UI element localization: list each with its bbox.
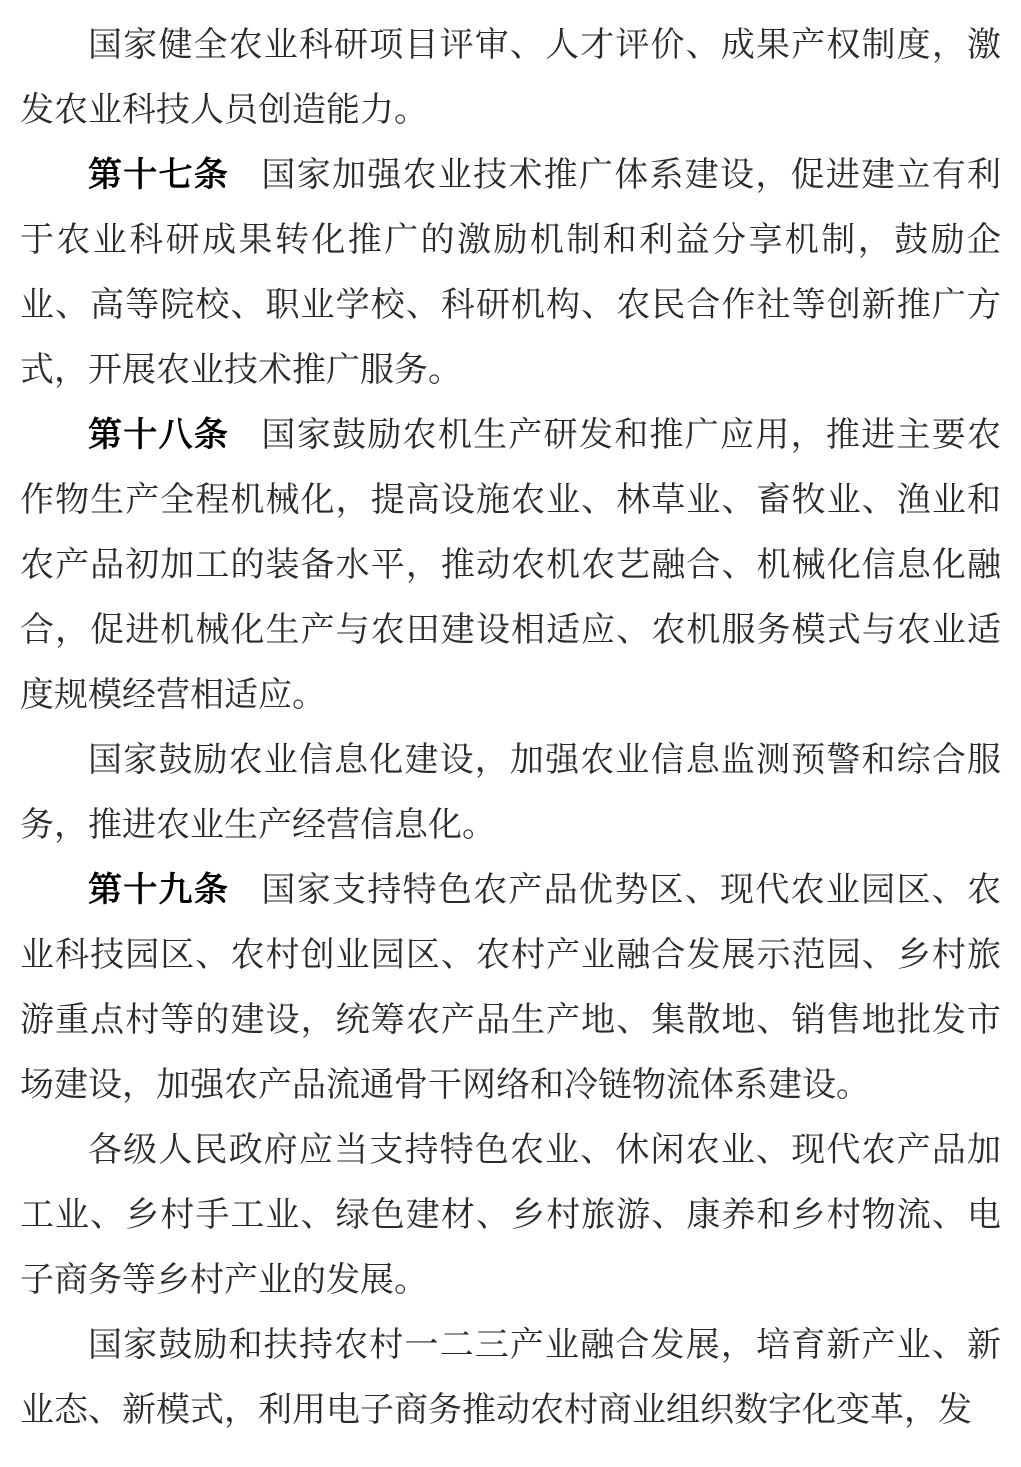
paragraph-text: 各级人民政府应当支持特色农业、休闲农业、现代农产品加工业、乡村手工业、绿色建材、乡村旅游、康养和乡村物流、电子商务等乡村产业的发展。: [20, 1132, 1001, 1299]
article-paragraph: [20, 403, 1001, 728]
article-number: 第十九条: [88, 871, 230, 909]
paragraph: [20, 13, 1001, 143]
article-paragraph: [20, 858, 1001, 1118]
article-paragraph: [20, 143, 1001, 403]
paragraph-text: 国家加强农业技术推广体系建设，促进建立有利于农业科研成果转化推广的激励机制和利益分享机制，鼓励企业、高等院校、职业学校、科研机构、农民合作社等创新推广方式，开展农业技术推广服务。: [20, 157, 1002, 389]
paragraph: [20, 1118, 1001, 1313]
paragraph-text: 国家鼓励和扶持农村一二三产业融合发展，培育新产业、新业态、新模式，利用电子商务推动农村商业组织数字化变革，发: [20, 1327, 1001, 1429]
paragraph-text: 国家鼓励农业信息化建设，加强农业信息监测预警和综合服务，推进农业生产经营信息化。: [20, 742, 1001, 844]
paragraph-text: 国家支持特色农产品优势区、现代农业园区、农业科技园区、农村创业园区、农村产业融合发展示范园、乡村旅游重点村等的建设，统筹农产品生产地、集散地、销售地批发市场建设，加强农产品流通骨干网络和冷链物流体系建设。: [20, 872, 1002, 1104]
document-body: [20, 13, 1001, 1443]
paragraph: [20, 1313, 1001, 1443]
article-number: 第十八条: [88, 416, 230, 454]
paragraph-text: 国家健全农业科研项目评审、人才评价、成果产权制度，激发农业科技人员创造能力。: [20, 27, 1001, 129]
article-number: 第十七条: [88, 156, 230, 194]
paragraph-text: 国家鼓励农机生产研发和推广应用，推进主要农作物生产全程机械化，提高设施农业、林草业、畜牧业、渔业和农产品初加工的装备水平，推动农机农艺融合、机械化信息化融合，促进机械化生产与农田建设相适应、农机服务模式与农业适度规模经营相适应。: [20, 417, 1002, 714]
paragraph: [20, 728, 1001, 858]
